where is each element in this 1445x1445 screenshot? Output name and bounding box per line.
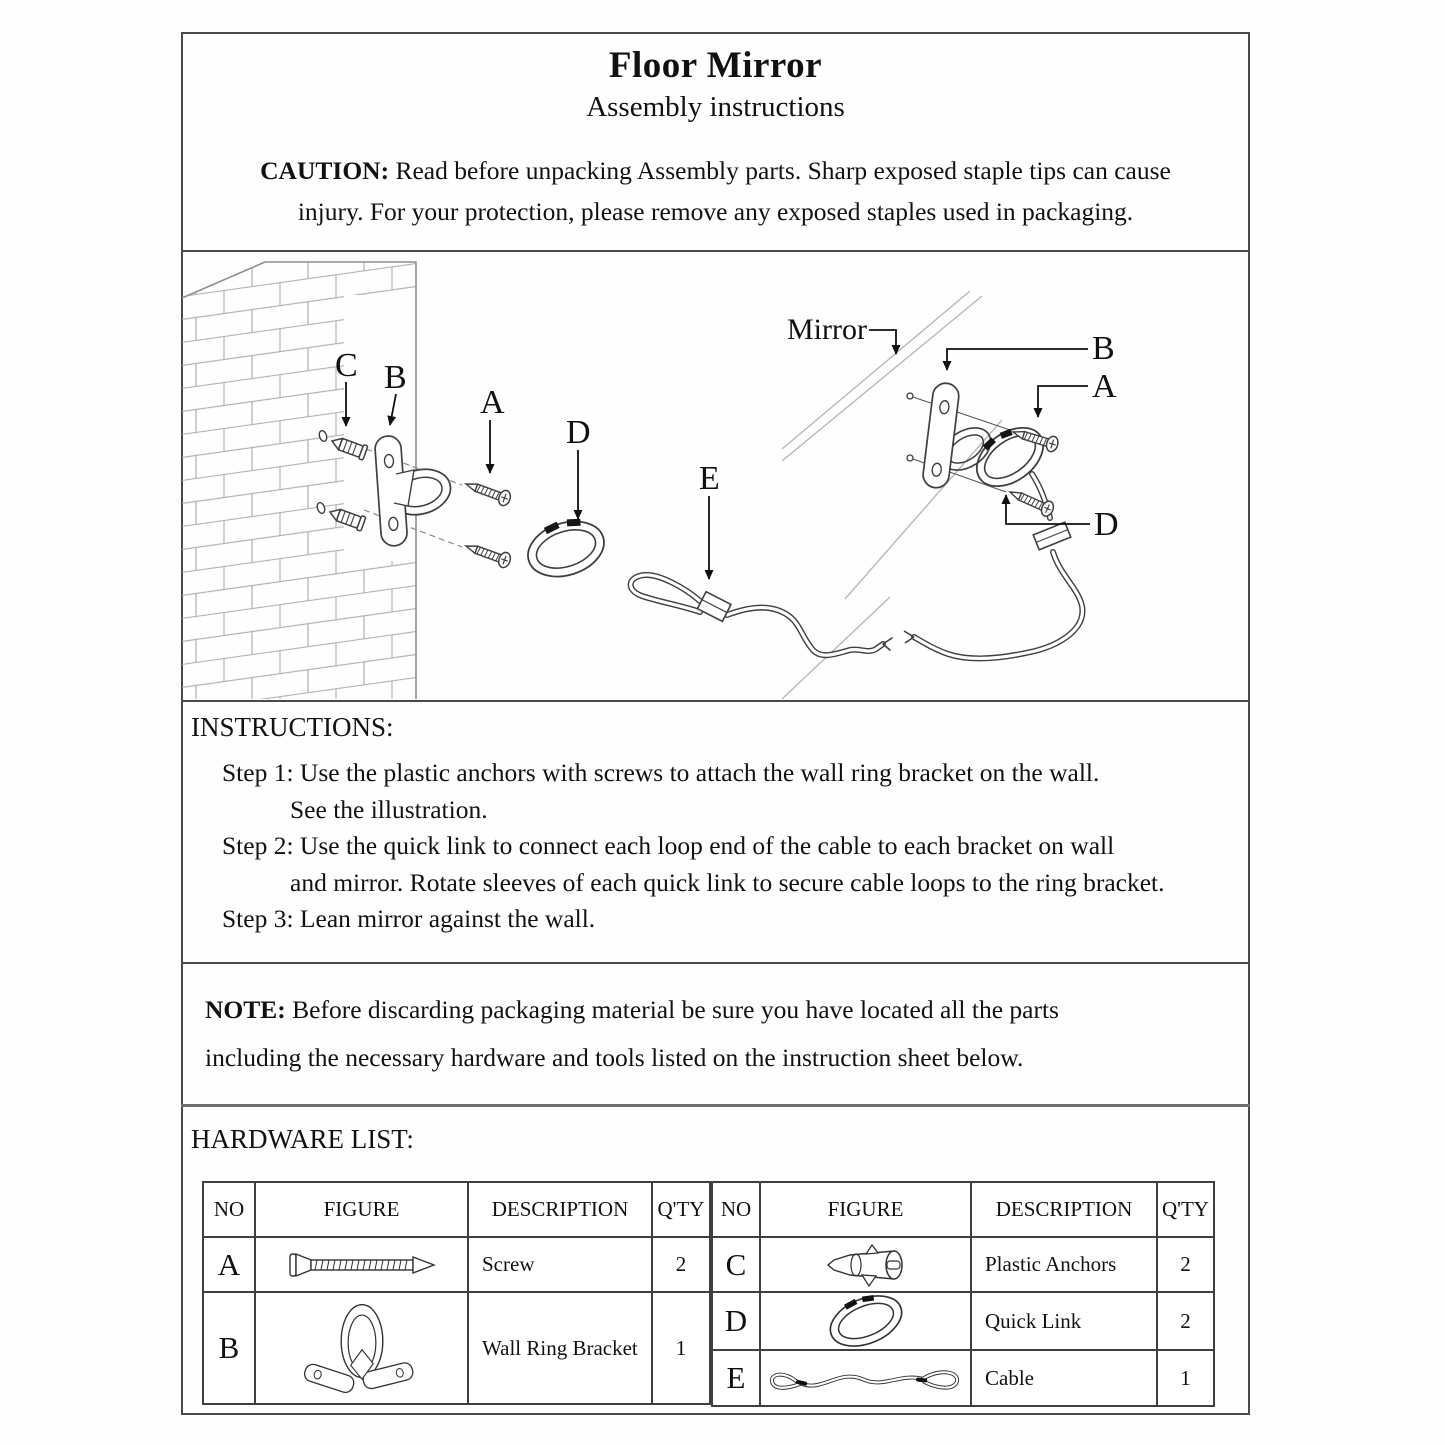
wall-ring-bracket-figure — [255, 1292, 468, 1404]
part-qty: 2 — [1157, 1237, 1214, 1292]
label-b-right: B — [1092, 330, 1115, 367]
col-figure: FIGURE — [760, 1182, 971, 1237]
step-line: and mirror. Rotate sleeves of each quick link to secure cable loops to the ring bracket. — [290, 867, 1165, 897]
note-line-2: including the necessary hardware and tools listed on the instruction sheet below. — [205, 1043, 1024, 1072]
label-b-right-arrow — [947, 349, 1088, 370]
mirror-bracket-assembly — [904, 382, 1082, 659]
part-no: D — [712, 1292, 760, 1350]
page-subtitle: Assembly instructions — [586, 91, 845, 123]
quick-link-icon — [521, 512, 611, 586]
note-line-1 — [205, 986, 1195, 1034]
section-divider-4 — [181, 1104, 1250, 1107]
hardware-table-left — [202, 1181, 711, 1405]
caution-text: Read before unpacking Assembly parts. Sharp exposed staple tips can cause injury. For your protection, please remove any exposed staples used in packaging. — [297, 156, 1171, 227]
col-description: DESCRIPTION — [971, 1182, 1157, 1237]
part-description: Screw — [468, 1237, 652, 1292]
part-description: Cable — [971, 1350, 1157, 1406]
part-no: C — [712, 1237, 760, 1292]
section-divider-2 — [181, 700, 1250, 702]
cable-figure — [760, 1350, 971, 1406]
part-no: B — [203, 1292, 255, 1404]
col-qty: Q'TY — [652, 1182, 710, 1237]
table-header-row — [203, 1182, 710, 1237]
step-line: See the illustration. — [290, 794, 488, 824]
caution-label: CAUTION: — [260, 156, 390, 185]
note-label: NOTE: — [205, 995, 286, 1024]
label-d-right: D — [1094, 506, 1119, 543]
col-qty: Q'TY — [1157, 1182, 1214, 1237]
table-header-row — [712, 1182, 1214, 1237]
step-line: Step 1: Use the plastic anchors with screws to attach the wall ring bracket on the wall. — [222, 758, 1100, 787]
part-qty: 1 — [1157, 1350, 1214, 1406]
col-no: NO — [203, 1182, 255, 1237]
part-description: Plastic Anchors — [971, 1237, 1157, 1292]
screw-figure — [255, 1237, 468, 1292]
label-c: C — [335, 347, 358, 384]
part-qty: 2 — [652, 1237, 710, 1292]
label-d: D — [566, 414, 591, 451]
instructions-steps — [222, 755, 1237, 938]
part-description: Quick Link — [971, 1292, 1157, 1350]
table-row — [712, 1350, 1214, 1406]
hardware-list-heading: HARDWARE LIST: — [191, 1124, 414, 1154]
label-a-right-arrow — [1038, 386, 1088, 417]
label-a: A — [480, 384, 505, 421]
label-a-right: A — [1092, 368, 1117, 405]
note-text-1: Before discarding packaging material be sure you have located all the parts — [285, 995, 1059, 1024]
instructions-heading: INSTRUCTIONS: — [191, 712, 394, 742]
quick-link-figure — [760, 1292, 971, 1350]
part-description: Wall Ring Bracket — [468, 1292, 652, 1404]
col-description: DESCRIPTION — [468, 1182, 652, 1237]
section-divider-3 — [181, 962, 1250, 964]
label-mirror-arrow — [869, 330, 896, 354]
table-row — [712, 1292, 1214, 1350]
col-no: NO — [712, 1182, 760, 1237]
note-paragraph — [205, 986, 1195, 1082]
table-row — [203, 1292, 710, 1404]
cable-icon — [631, 575, 892, 655]
part-no: E — [712, 1350, 760, 1406]
caution-paragraph — [231, 150, 1200, 233]
part-qty: 2 — [1157, 1292, 1214, 1350]
step-line: Step 3: Lean mirror against the wall. — [222, 904, 596, 933]
label-mirror: Mirror — [787, 313, 867, 346]
part-no: A — [203, 1237, 255, 1292]
col-figure: FIGURE — [255, 1182, 468, 1237]
page-title: Floor Mirror — [608, 45, 823, 86]
hardware-table-right — [711, 1181, 1215, 1407]
label-b: B — [384, 359, 407, 396]
assembly-diagram — [181, 252, 1250, 700]
step-line: Step 2: Use the quick link to connect each loop end of the cable to each bracket on wall — [222, 831, 1115, 860]
table-row — [712, 1237, 1214, 1292]
callout-labels — [335, 313, 1119, 579]
part-qty: 1 — [652, 1292, 710, 1404]
table-row — [203, 1237, 710, 1292]
label-e: E — [699, 460, 720, 497]
plastic-anchor-figure — [760, 1237, 971, 1292]
